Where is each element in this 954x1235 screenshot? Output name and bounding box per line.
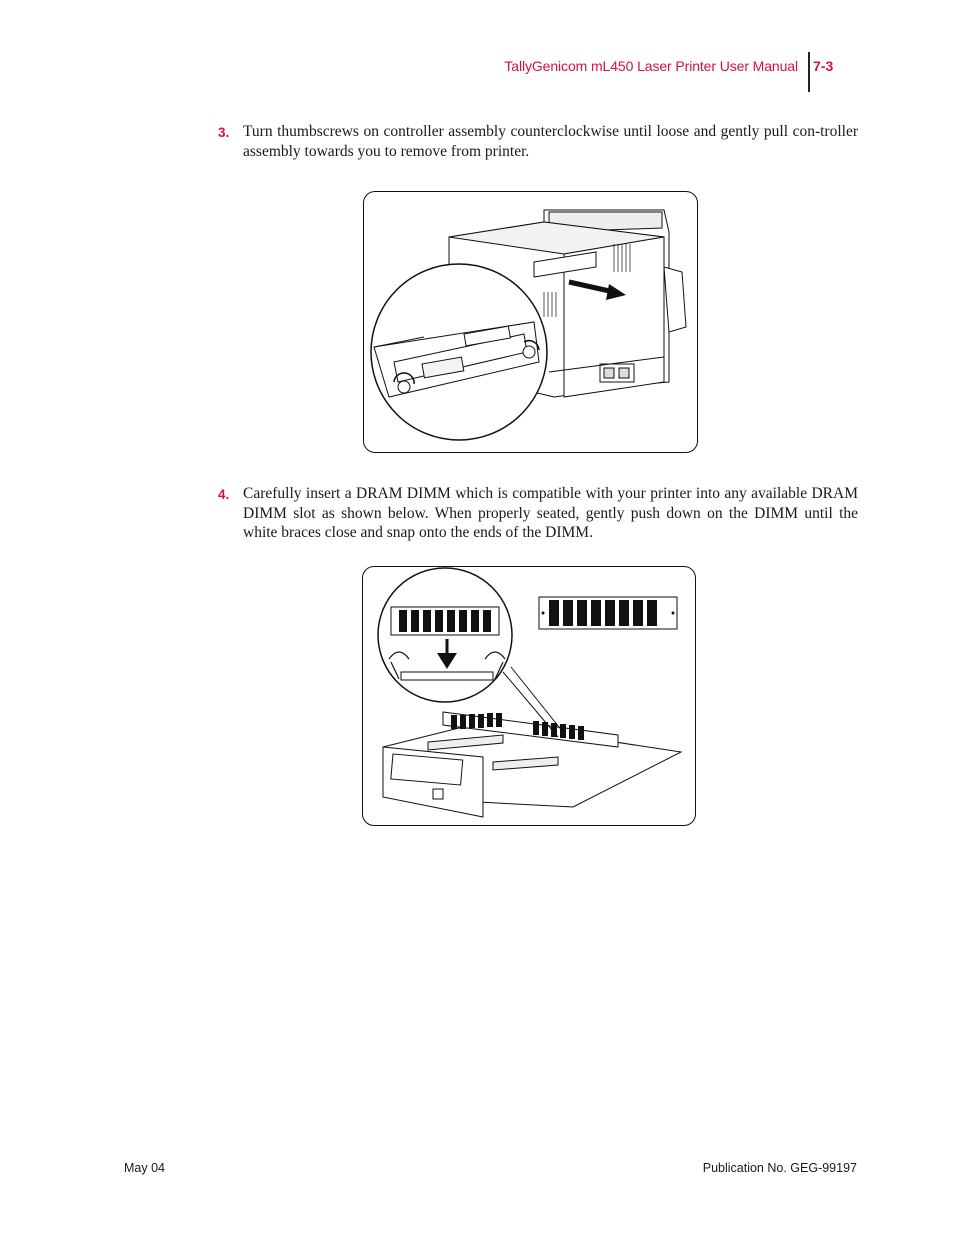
step-number: 4.	[218, 487, 230, 502]
dimm-drawing	[363, 567, 695, 825]
dimm-module-icon	[539, 597, 677, 629]
step-text: Turn thumbscrews on controller assembly counterclockwise until loose and gently pull con-troller assembly towards you to remove from printer.	[243, 123, 858, 160]
step-text: Carefully insert a DRAM DIMM which is compatible with your printer into any available DRAM DIMM slot as shown below. When properly seated, gently push down on the DIMM until the white braces close and snap onto the ends of the DIMM.	[243, 485, 858, 541]
controller-removal-illustration	[363, 191, 698, 453]
printer-drawing	[364, 192, 697, 452]
step-3	[218, 122, 858, 161]
page-number: 7-3	[813, 58, 834, 74]
header-divider	[808, 52, 810, 92]
footer-publication: Publication No. GEG-99197	[702, 1161, 857, 1175]
step-4	[218, 484, 858, 543]
dimm-insertion-illustration	[362, 566, 696, 826]
manual-title: TallyGenicom mL450 Laser Printer User Manual	[504, 58, 798, 74]
step-number: 3.	[218, 125, 230, 140]
footer-date: May 04	[124, 1161, 165, 1175]
